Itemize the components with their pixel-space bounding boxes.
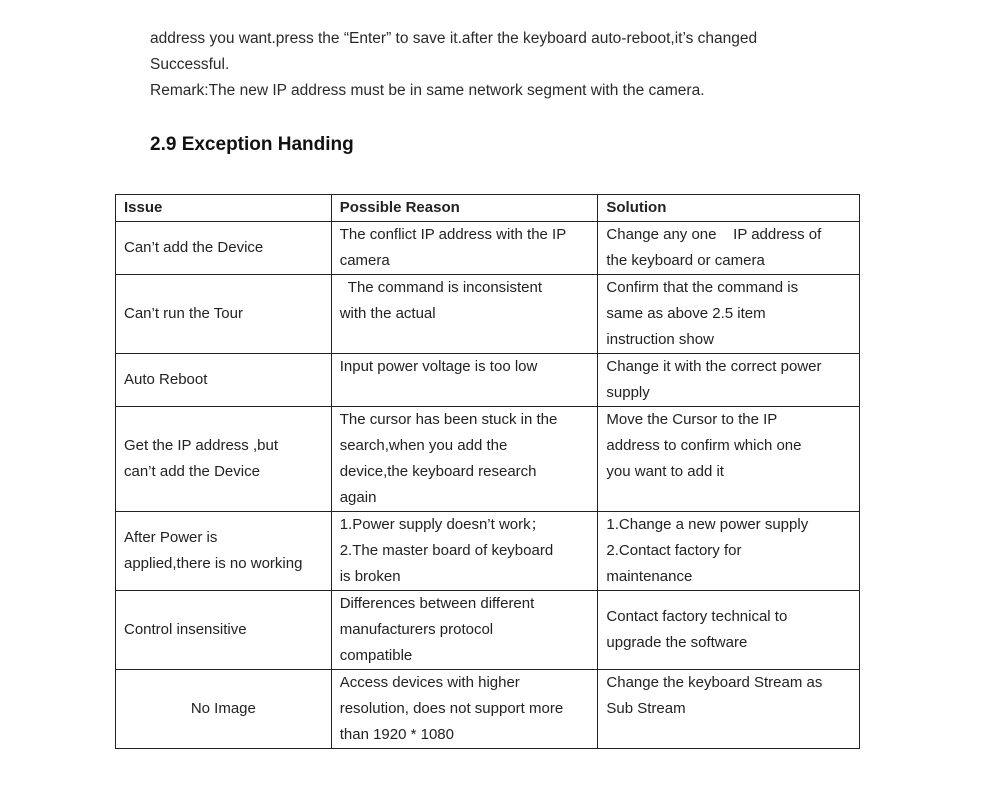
cell-line: with the actual: [339, 305, 436, 322]
cell-line: After Power is: [124, 529, 218, 546]
cell-line: Input power voltage is too low: [339, 358, 538, 375]
cell-line: Can’t run the Tour: [124, 305, 243, 322]
table-header-row: [116, 195, 860, 222]
cell-line: the keyboard or camera: [606, 252, 765, 269]
issue-cell: [116, 222, 332, 275]
table-row: [116, 407, 860, 512]
cell-line: supply: [606, 384, 650, 401]
solution-cell: [598, 354, 860, 407]
reason-cell: [331, 275, 598, 354]
intro-line: Successful.: [150, 56, 230, 73]
cell-line: address to confirm which one: [606, 437, 802, 454]
cell-line: camera: [339, 252, 390, 269]
solution-cell: [598, 670, 860, 749]
reason-cell: [331, 670, 598, 749]
cell-line: Sub Stream: [606, 700, 686, 717]
exception-table: [115, 194, 860, 749]
reason-cell: [331, 222, 598, 275]
header-solution: Solution: [598, 195, 860, 222]
section-title: 2.9 Exception Handing: [150, 134, 354, 155]
reason-cell: [331, 512, 598, 591]
cell-line: maintenance: [606, 568, 693, 585]
cell-line: than 1920 * 1080: [339, 726, 454, 743]
table-row: [116, 591, 860, 670]
intro-paragraph: [150, 26, 870, 104]
intro-line: address you want.press the “Enter” to save it.after the keyboard auto-reboot,it’s changed: [150, 30, 758, 47]
cell-line: 1.Power supply doesn’t work；: [339, 516, 546, 533]
reason-cell: [331, 591, 598, 670]
cell-line: upgrade the software: [606, 634, 748, 651]
cell-line: same as above 2.5 item: [606, 305, 766, 322]
cell-line: manufacturers protocol: [339, 621, 494, 638]
cell-line: you want to add it: [606, 463, 724, 480]
header-possible-reason: Possible Reason: [331, 195, 598, 222]
cell-line: Differences between different: [339, 595, 535, 612]
header-issue: Issue: [116, 195, 332, 222]
cell-line: Can’t add the Device: [124, 239, 264, 256]
issue-cell: [116, 407, 332, 512]
cell-line: Confirm that the command is: [606, 279, 799, 296]
cell-line: The command is inconsistent: [339, 279, 543, 296]
reason-cell: [331, 354, 598, 407]
remark-line: Remark:The new IP address must be in same network segment with the camera.: [150, 82, 705, 99]
cell-line: Change the keyboard Stream as: [606, 674, 823, 691]
cell-line: resolution, does not support more: [339, 700, 564, 717]
solution-cell: [598, 591, 860, 670]
cell-line: instruction show: [606, 331, 714, 348]
cell-line: Contact factory technical to: [606, 608, 788, 625]
cell-line: Auto Reboot: [124, 371, 208, 388]
cell-line: Access devices with higher: [339, 674, 520, 691]
cell-line: 2.Contact factory for: [606, 542, 742, 559]
cell-line: is broken: [339, 568, 401, 585]
cell-line: Control insensitive: [124, 621, 247, 638]
solution-cell: [598, 512, 860, 591]
solution-cell: [598, 407, 860, 512]
table-row: [116, 222, 860, 275]
solution-cell: [598, 222, 860, 275]
reason-cell: [331, 407, 598, 512]
issue-cell: [116, 591, 332, 670]
cell-line: applied,there is no working: [124, 555, 303, 572]
cell-line: again: [339, 489, 377, 506]
cell-line: Move the Cursor to the IP: [606, 411, 778, 428]
issue-cell: [116, 670, 332, 749]
issue-cell: [116, 512, 332, 591]
table-row: [116, 512, 860, 591]
issue-cell: [116, 354, 332, 407]
solution-cell: [598, 275, 860, 354]
issue-cell: [116, 275, 332, 354]
cell-line: 1.Change a new power supply: [606, 516, 809, 533]
cell-line: Get the IP address ,but: [124, 437, 278, 454]
cell-line: search,when you add the: [339, 437, 508, 454]
cell-line: compatible: [339, 647, 413, 664]
cell-line: device,the keyboard research: [339, 463, 537, 480]
table-row: [116, 275, 860, 354]
cell-line: Change any one IP address of: [606, 226, 822, 243]
cell-line: Change it with the correct power: [606, 358, 822, 375]
cell-line: The conflict IP address with the IP: [339, 226, 567, 243]
table-row: [116, 670, 860, 749]
cell-line: 2.The master board of keyboard: [339, 542, 554, 559]
cell-line: can’t add the Device: [124, 463, 260, 480]
cell-line: The cursor has been stuck in the: [339, 411, 558, 428]
table-row: [116, 354, 860, 407]
cell-line: No Image: [190, 700, 256, 717]
